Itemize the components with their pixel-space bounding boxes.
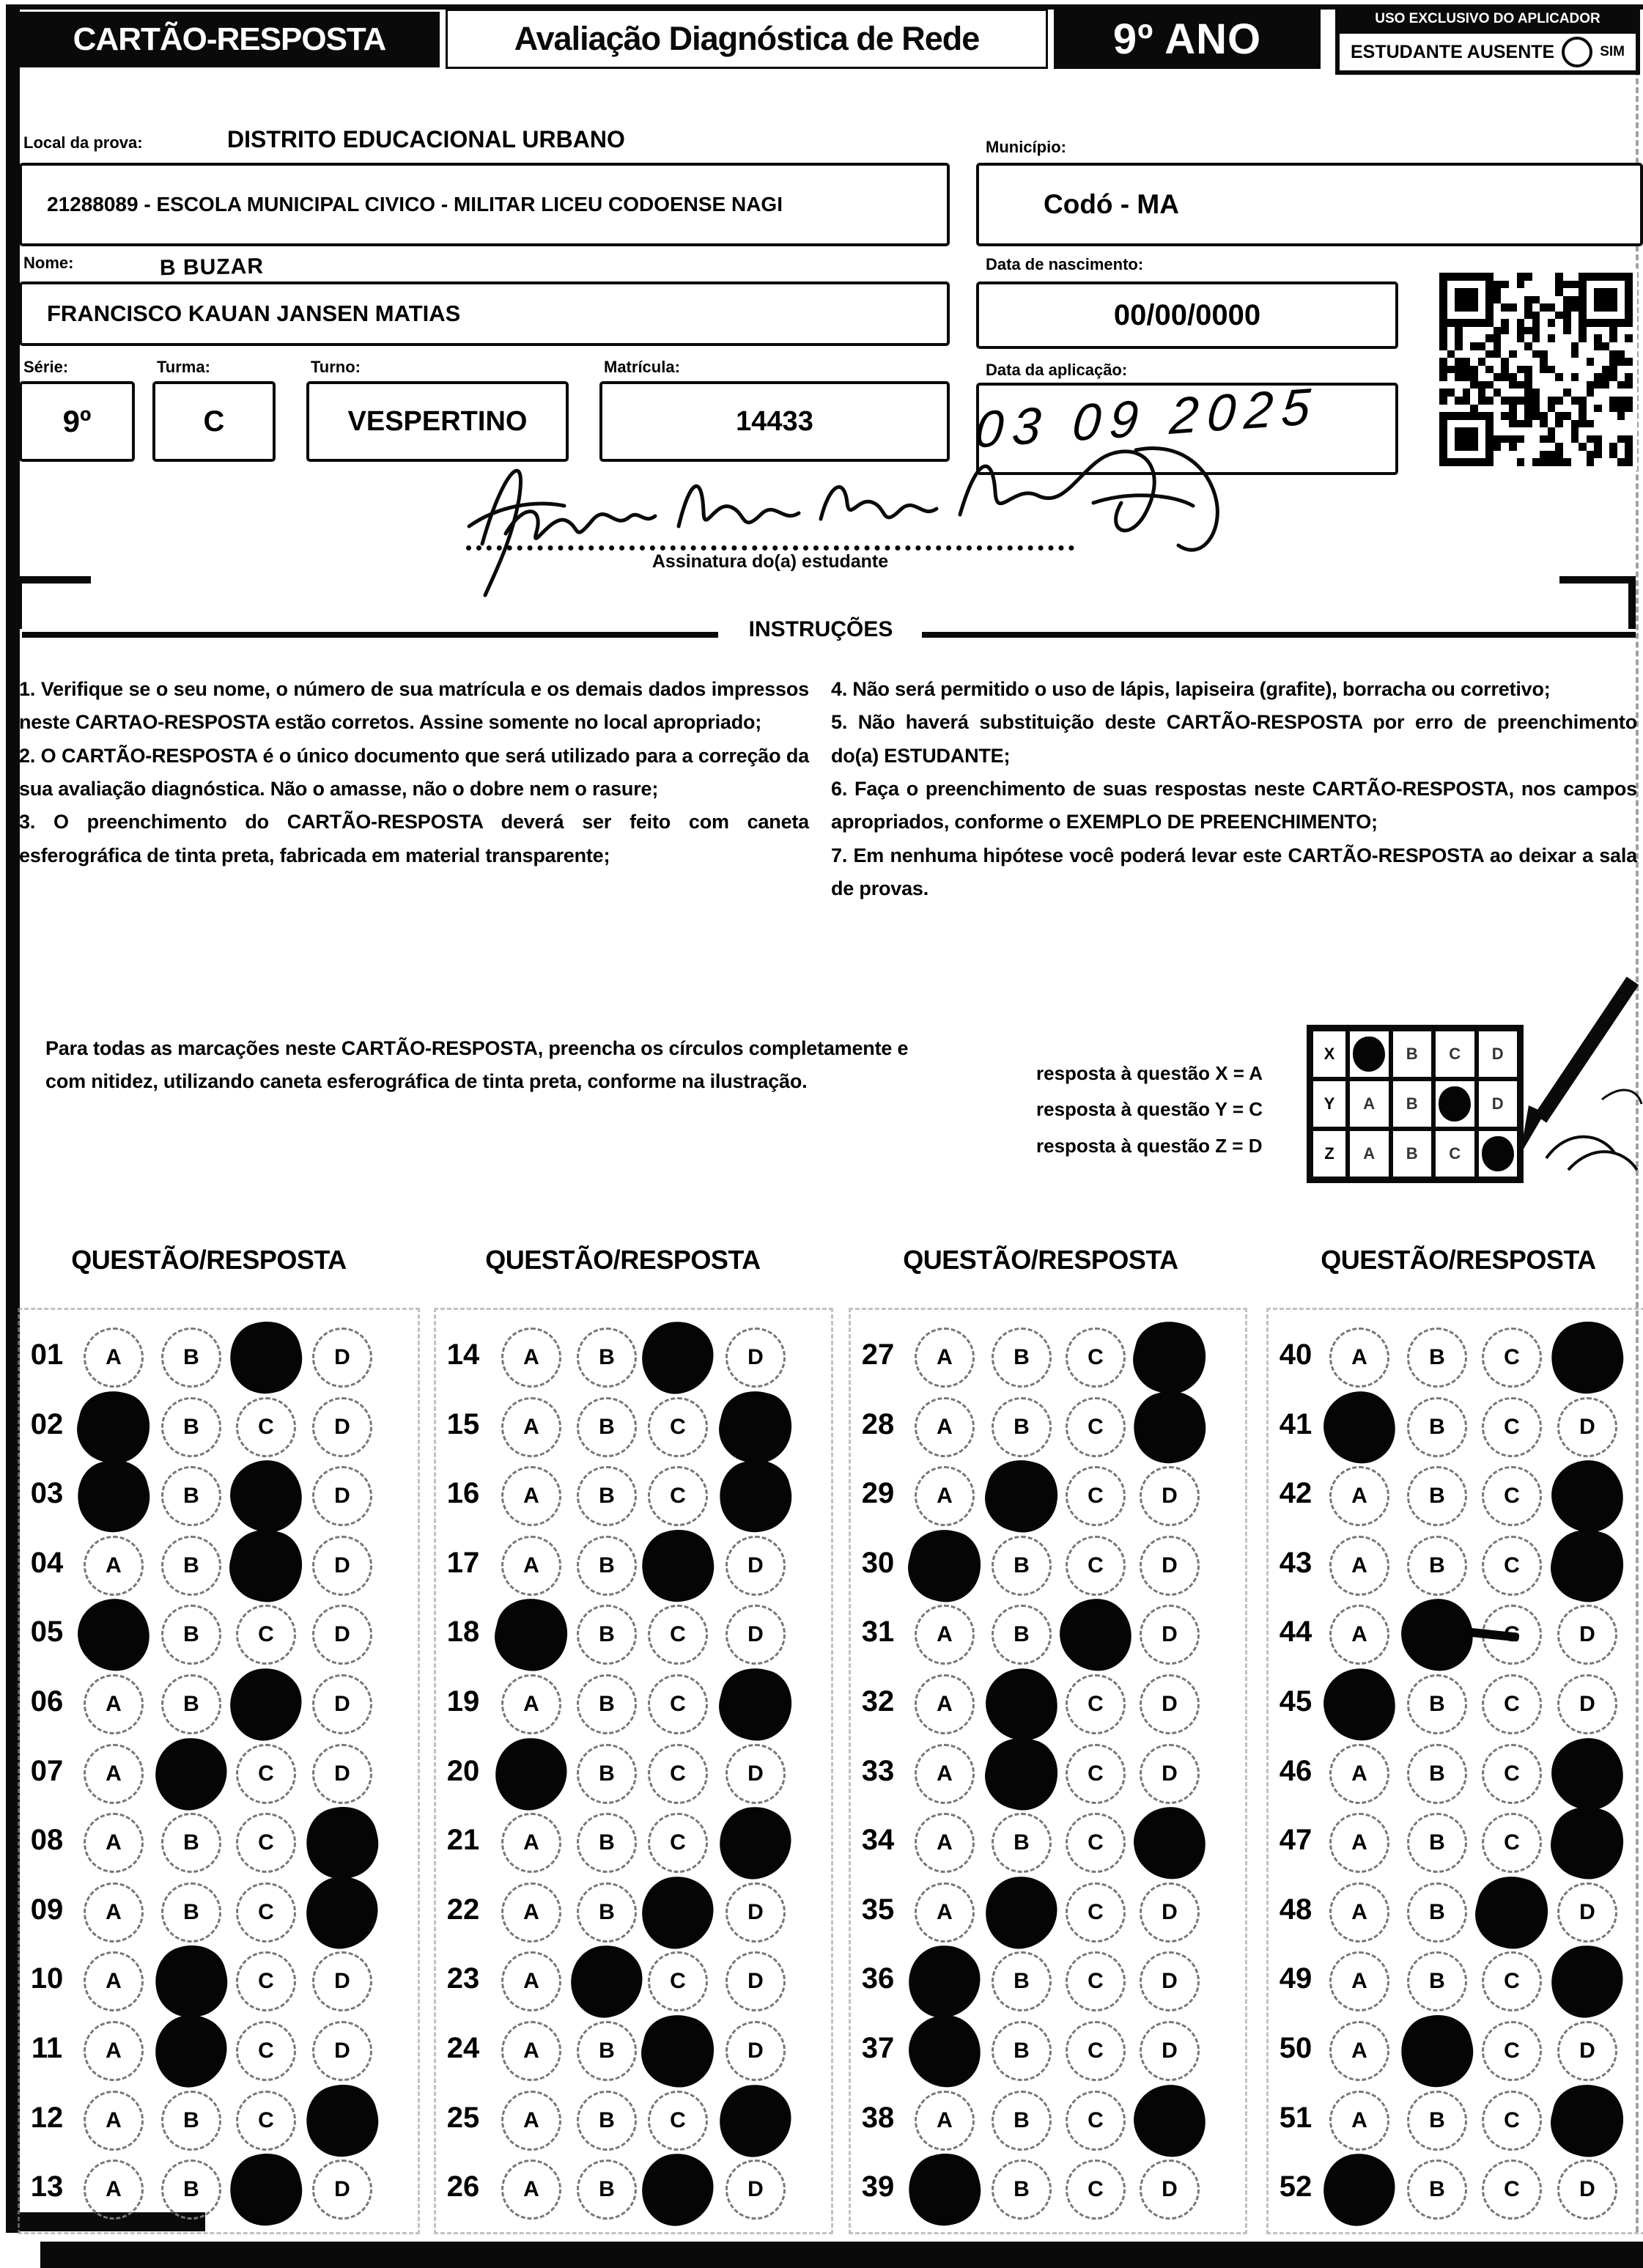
question-number: 50 [1279, 2032, 1312, 2064]
question-number: 07 [30, 1754, 64, 1787]
instruction-item-2: 2. O CARTÃO-RESPOSTA é o único documento que será utilizado para a correção da sua avaliação diagnóstica. Não o amasse, não o dobre nem o rasure; [19, 744, 809, 800]
answer-bubble-q04-D[interactable]: D [312, 1536, 372, 1596]
question-number: 14 [446, 1339, 480, 1371]
local-value: DISTRITO EDUCACIONAL URBANO [227, 126, 625, 152]
instruction-item-3: 3. O preenchimento do CARTÃO-RESPOSTA deverá ser feito com caneta esferográfica de tinta preta, fabricada em material transparente; [19, 811, 809, 866]
nome-handwritten: B BUZAR [159, 254, 265, 281]
answer-bubble-q08-B[interactable]: B [161, 1813, 221, 1873]
answer-bubble-q14-A[interactable]: A [501, 1328, 561, 1388]
answer-bubble-q23-A[interactable]: A [501, 1951, 561, 2011]
answer-bubble-q45-C[interactable]: C [1482, 1674, 1542, 1734]
answer-bubble-q32-C[interactable]: C [1066, 1674, 1126, 1734]
answer-bubble-q35-D[interactable]: D [1140, 1882, 1200, 1943]
answer-bubble-q26-D[interactable]: D [725, 2160, 786, 2220]
answer-bubble-q35-A[interactable]: A [915, 1882, 975, 1943]
answer-bubble-q31-D[interactable]: D [1140, 1605, 1200, 1665]
answer-bubble-q26-B[interactable]: B [577, 2160, 637, 2220]
absent-option-label: SIM [1600, 44, 1625, 59]
example-row-label: X [1311, 1029, 1348, 1079]
answer-bubble-q48-D[interactable]: D [1557, 1882, 1617, 1943]
legend-line-y: resposta à questão Y = C [1036, 1098, 1263, 1121]
answer-bubble-q22-B[interactable]: B [577, 1882, 637, 1943]
answer-bubble-q41-B[interactable]: B [1407, 1397, 1467, 1457]
answer-bubble-q39-C[interactable]: C [1066, 2160, 1126, 2220]
answer-bubble-q31-A[interactable]: A [915, 1605, 975, 1665]
question-number: 28 [861, 1407, 895, 1440]
answer-bubble-q28-C[interactable]: C [1066, 1397, 1126, 1457]
question-number: 24 [446, 2032, 480, 2064]
answer-bubble-q29-C[interactable]: C [1066, 1466, 1126, 1526]
answer-bubble-q51-A[interactable]: A [1329, 2091, 1389, 2151]
question-number: 37 [861, 2032, 895, 2064]
answer-bubble-q09-A[interactable]: A [84, 1882, 144, 1943]
answer-bubble-q10-A[interactable]: A [84, 1951, 144, 2011]
question-number: 11 [31, 2032, 63, 2064]
example-cell-Y-D: D [1477, 1079, 1520, 1129]
answer-bubble-q23-C[interactable]: C [648, 1951, 708, 2011]
answer-bubble-q01-B[interactable]: B [161, 1328, 221, 1388]
legend-line-z: resposta à questão Z = D [1036, 1134, 1263, 1157]
question-number: 35 [861, 1893, 895, 1926]
example-cell-Z-B: B [1391, 1129, 1434, 1179]
card-title: CARTÃO-RESPOSTA [73, 21, 386, 57]
example-paragraph: Para todas as marcações neste CARTÃO-RESPOSTA, preencha os círculos completamente e com nitidez, utilizando caneta esferográfica de tinta preta, conforme na ilustração. [45, 1037, 909, 1093]
applicator-title: USO EXCLUSIVO DO APLICADOR [1375, 11, 1600, 26]
question-number: 06 [30, 1685, 64, 1717]
question-number: 52 [1279, 2171, 1312, 2203]
answer-bubble-q42-C[interactable]: C [1482, 1466, 1542, 1526]
instruction-item-5: 5. Não haverá substituição deste CARTÃO-RESPOSTA por erro de preenchimento do(a) ESTUDANTE; [831, 711, 1637, 767]
answer-bubble-q14-B[interactable]: B [577, 1328, 637, 1388]
example-cell-X-B: B [1391, 1029, 1434, 1079]
answer-bubble-q51-C[interactable]: C [1482, 2091, 1542, 2151]
question-number: 44 [1279, 1616, 1312, 1649]
question-number: 05 [30, 1616, 64, 1649]
answer-bubble-q42-B[interactable]: B [1407, 1466, 1467, 1526]
answer-bubble-q18-C[interactable]: C [648, 1605, 708, 1665]
answer-bubble-q07-C[interactable]: C [236, 1744, 296, 1804]
answer-bubble-q34-A[interactable]: A [915, 1813, 975, 1873]
question-number: 04 [30, 1546, 64, 1579]
answer-bubble-q10-C[interactable]: C [236, 1951, 296, 2011]
answer-column-header: QUESTÃO/RESPOSTA [485, 1245, 761, 1275]
answer-bubble-q49-C[interactable]: C [1482, 1951, 1542, 2011]
turma-value: C [203, 405, 225, 438]
grade-label: 9º ANO [1112, 15, 1262, 63]
answer-bubble-q13-D[interactable]: D [312, 2160, 372, 2220]
answer-bubble-q50-C[interactable]: C [1482, 2021, 1542, 2081]
turma-label: Turma: [157, 358, 210, 376]
question-number: 17 [446, 1546, 480, 1579]
answer-bubble-q50-A[interactable]: A [1329, 2021, 1389, 2081]
answer-bubble-q41-D[interactable]: D [1557, 1397, 1617, 1457]
answer-bubble-q46-C[interactable]: C [1482, 1744, 1542, 1804]
answer-bubble-q48-A[interactable]: A [1329, 1882, 1389, 1943]
answer-bubble-q47-C[interactable]: C [1482, 1813, 1542, 1873]
question-number: 41 [1279, 1407, 1312, 1440]
answer-bubble-q05-C[interactable]: C [236, 1605, 296, 1665]
question-number: 40 [1279, 1339, 1312, 1371]
answer-bubble-q23-D[interactable]: D [725, 1951, 786, 2011]
answer-bubble-q28-A[interactable]: A [915, 1397, 975, 1457]
answer-bubble-q22-A[interactable]: A [501, 1882, 561, 1943]
question-number: 22 [446, 1893, 480, 1926]
answer-bubble-q52-C[interactable]: C [1482, 2160, 1542, 2220]
answer-bubble-q12-A[interactable]: A [84, 2091, 144, 2151]
answer-bubble-q08-C[interactable]: C [236, 1813, 296, 1873]
question-number: 03 [30, 1477, 64, 1510]
answer-bubble-q46-B[interactable]: B [1407, 1744, 1467, 1804]
answer-bubble-q04-A[interactable]: A [84, 1536, 144, 1596]
aplicacao-label: Data da aplicação: [986, 361, 1128, 379]
nome-value: FRANCISCO KAUAN JANSEN MATIAS [47, 301, 461, 326]
answer-bubble-q19-B[interactable]: B [577, 1674, 637, 1734]
answer-bubble-q43-C[interactable]: C [1482, 1536, 1542, 1596]
answer-bubble-q30-C[interactable]: C [1066, 1536, 1126, 1596]
answer-bubble-q37-C[interactable]: C [1066, 2021, 1126, 2081]
example-cell-Z-C: C [1433, 1129, 1477, 1179]
answer-bubble-q06-B[interactable]: B [161, 1674, 221, 1734]
answer-bubble-q28-B[interactable]: B [992, 1397, 1052, 1457]
municipio-label: Município: [986, 138, 1066, 156]
answer-bubble-q24-B[interactable]: B [577, 2021, 637, 2081]
municipio-value: Codó - MA [1044, 189, 1179, 219]
question-number: 51 [1279, 2101, 1312, 2134]
answer-bubble-q29-D[interactable]: D [1140, 1466, 1200, 1526]
answer-bubble-q26-A[interactable]: A [501, 2160, 561, 2220]
question-number: 33 [861, 1754, 895, 1787]
answer-bubble-q18-B[interactable]: B [577, 1605, 637, 1665]
answer-bubble-q35-C[interactable]: C [1066, 1882, 1126, 1943]
answer-bubble-q11-C[interactable]: C [236, 2021, 296, 2081]
example-cell-X-D: D [1477, 1029, 1520, 1079]
answer-bubble-q32-D[interactable]: D [1140, 1674, 1200, 1734]
answer-bubble-q36-B[interactable]: B [992, 1951, 1052, 2011]
answer-bubble-q31-B[interactable]: B [992, 1605, 1052, 1665]
answer-bubble-q39-B[interactable]: B [992, 2160, 1052, 2220]
answer-bubble-q20-C[interactable]: C [648, 1744, 708, 1804]
question-number: 19 [446, 1685, 480, 1717]
question-number: 23 [446, 1962, 480, 1995]
answer-bubble-q01-D[interactable]: D [312, 1328, 372, 1388]
question-number: 08 [30, 1824, 64, 1857]
answer-bubble-q24-A[interactable]: A [501, 2021, 561, 2081]
question-number: 39 [861, 2171, 895, 2203]
serie-value: 9º [62, 404, 92, 438]
answer-bubble-q37-B[interactable]: B [992, 2021, 1052, 2081]
question-number: 32 [861, 1685, 895, 1717]
answer-bubble-q30-B[interactable]: B [992, 1536, 1052, 1596]
exam-title: Avaliação Diagnóstica de Rede [514, 20, 980, 57]
answer-bubble-q21-A[interactable]: A [501, 1813, 561, 1873]
answer-bubble-q05-B[interactable]: B [161, 1605, 221, 1665]
answer-bubble-q51-B[interactable]: B [1407, 2091, 1467, 2151]
answer-bubble-q45-B[interactable]: B [1407, 1674, 1467, 1734]
answer-bubble-q18-D[interactable]: D [725, 1605, 786, 1665]
answer-bubble-q02-D[interactable]: D [312, 1397, 372, 1457]
answer-bubble-q19-A[interactable]: A [501, 1674, 561, 1734]
answer-bubble-q17-D[interactable]: D [725, 1536, 786, 1596]
instruction-item-6: 6. Faça o preenchimento de suas respostas neste CARTÃO-RESPOSTA, nos campos apropriados, conforme o EXEMPLO DE PREENCHIMENTO; [831, 778, 1637, 833]
answer-bubble-q03-D[interactable]: D [312, 1466, 372, 1526]
answer-bubble-q46-A[interactable]: A [1329, 1744, 1389, 1804]
answer-bubble-q27-C[interactable]: C [1066, 1328, 1126, 1388]
question-number: 30 [861, 1546, 895, 1579]
answer-bubble-q02-B[interactable]: B [161, 1397, 221, 1457]
answer-bubble-q11-A[interactable]: A [84, 2021, 144, 2081]
question-number: 10 [30, 1962, 64, 1995]
signature-caption: Assinatura do(a) estudante [651, 551, 889, 572]
question-number: 42 [1279, 1477, 1312, 1510]
question-number: 34 [861, 1824, 895, 1857]
answer-bubble-q17-A[interactable]: A [501, 1536, 561, 1596]
question-number: 46 [1279, 1754, 1312, 1787]
answer-bubble-q03-B[interactable]: B [161, 1466, 221, 1526]
absent-label: ESTUDANTE AUSENTE [1350, 41, 1555, 62]
instruction-item-1: 1. Verifique se o seu nome, o número de sua matrícula e os demais dados impressos neste CARTAO-RESPOSTA estão corretos. Assine somente no local apropriado; [19, 678, 809, 734]
example-cell-Y-A: A [1348, 1079, 1391, 1129]
answer-bubble-q40-C[interactable]: C [1482, 1328, 1542, 1388]
answer-bubble-q20-D[interactable]: D [725, 1744, 786, 1804]
answer-bubble-q34-B[interactable]: B [992, 1813, 1052, 1873]
answer-bubble-q34-C[interactable]: C [1066, 1813, 1126, 1873]
legend-line-x: resposta à questão X = A [1036, 1062, 1263, 1084]
answer-bubble-q21-B[interactable]: B [577, 1813, 637, 1873]
answer-bubble-q25-A[interactable]: A [501, 2091, 561, 2151]
answer-bubble-q20-B[interactable]: B [577, 1744, 637, 1804]
answer-column-header: QUESTÃO/RESPOSTA [903, 1245, 1178, 1275]
answer-column-header: QUESTÃO/RESPOSTA [1321, 1245, 1596, 1275]
answer-bubble-q09-B[interactable]: B [161, 1882, 221, 1943]
answer-bubble-q38-C[interactable]: C [1066, 2091, 1126, 2151]
answer-bubble-q32-A[interactable]: A [915, 1674, 975, 1734]
question-number: 16 [446, 1477, 480, 1510]
instruction-item-7: 7. Em nenhuma hipótese você poderá levar este CARTÃO-RESPOSTA ao deixar a sala de provas. [831, 844, 1637, 900]
answer-bubble-q16-B[interactable]: B [577, 1466, 637, 1526]
answer-bubble-q38-A[interactable]: A [915, 2091, 975, 2151]
answer-bubble-q47-B[interactable]: B [1407, 1813, 1467, 1873]
answer-bubble-q36-D[interactable]: D [1140, 1951, 1200, 2011]
answer-bubble-q13-A[interactable]: A [84, 2160, 144, 2220]
answer-bubble-q33-C[interactable]: C [1066, 1744, 1126, 1804]
answer-bubble-q14-D[interactable]: D [725, 1328, 786, 1388]
question-number: 26 [446, 2171, 480, 2203]
matricula-label: Matrícula: [604, 358, 680, 376]
answer-bubble-q21-C[interactable]: C [648, 1813, 708, 1873]
answer-bubble-q16-C[interactable]: C [648, 1466, 708, 1526]
answer-bubble-q07-D[interactable]: D [312, 1744, 372, 1804]
nascimento-label: Data de nascimento: [986, 255, 1144, 273]
answer-bubble-q22-D[interactable]: D [725, 1882, 786, 1943]
answer-bubble-q49-A[interactable]: A [1329, 1951, 1389, 2011]
answer-bubble-q15-A[interactable]: A [501, 1397, 561, 1457]
answer-bubble-q49-B[interactable]: B [1407, 1951, 1467, 2011]
answer-bubble-q16-A[interactable]: A [501, 1466, 561, 1526]
answer-bubble-q44-D[interactable]: D [1557, 1605, 1617, 1665]
answer-bubble-q40-A[interactable]: A [1329, 1328, 1389, 1388]
turno-label: Turno: [311, 358, 361, 376]
answer-bubble-q44-A[interactable]: A [1329, 1605, 1389, 1665]
question-number: 29 [861, 1477, 895, 1510]
answer-bubble-q47-A[interactable]: A [1329, 1813, 1389, 1873]
question-number: 01 [30, 1339, 64, 1371]
answer-bubble-q04-B[interactable]: B [161, 1536, 221, 1596]
answer-bubble-q08-A[interactable]: A [84, 1813, 144, 1873]
answer-bubble-q01-A[interactable]: A [84, 1328, 144, 1388]
question-number: 18 [446, 1616, 480, 1649]
instructions-title: INSTRUÇÕES [748, 617, 893, 641]
answer-bubble-q13-B[interactable]: B [161, 2160, 221, 2220]
answer-bubble-q02-C[interactable]: C [236, 1397, 296, 1457]
question-number: 38 [861, 2101, 895, 2134]
question-number: 09 [30, 1893, 64, 1926]
turno-value: VESPERTINO [347, 405, 528, 437]
local-label: Local da prova: [23, 133, 143, 152]
answer-bubble-q05-D[interactable]: D [312, 1605, 372, 1665]
answer-bubble-q52-B[interactable]: B [1407, 2160, 1467, 2220]
answer-bubble-q29-A[interactable]: A [915, 1466, 975, 1526]
answer-bubble-q12-B[interactable]: B [161, 2091, 221, 2151]
serie-label: Série: [23, 358, 69, 376]
answer-bubble-q06-D[interactable]: D [312, 1674, 372, 1734]
example-cell-Y-B: B [1391, 1079, 1434, 1129]
question-number: 20 [446, 1754, 480, 1787]
instruction-item-4: 4. Não será permitido o uso de lápis, lapiseira (grafite), borracha ou corretivo; [831, 678, 1551, 700]
answer-bubble-q27-B[interactable]: B [992, 1328, 1052, 1388]
answer-bubble-q19-C[interactable]: C [648, 1674, 708, 1734]
answer-bubble-q27-A[interactable]: A [915, 1328, 975, 1388]
question-number: 13 [30, 2171, 64, 2203]
example-row-label: Z [1311, 1129, 1348, 1179]
answer-bubble-q50-D[interactable]: D [1557, 2021, 1617, 2081]
question-number: 45 [1279, 1685, 1312, 1717]
answer-bubble-q33-A[interactable]: A [915, 1744, 975, 1804]
answer-bubble-q11-D[interactable]: D [312, 2021, 372, 2081]
answer-bubble-q40-B[interactable]: B [1407, 1328, 1467, 1388]
nascimento-value: 00/00/0000 [1113, 298, 1261, 331]
answer-bubble-q12-C[interactable]: C [236, 2091, 296, 2151]
question-number: 48 [1279, 1893, 1312, 1926]
answer-bubble-q07-A[interactable]: A [84, 1744, 144, 1804]
nome-label: Nome: [23, 254, 74, 272]
answer-bubble-q41-C[interactable]: C [1482, 1397, 1542, 1457]
answer-bubble-q30-D[interactable]: D [1140, 1536, 1200, 1596]
example-cell-Z-A: A [1348, 1129, 1391, 1179]
answer-bubble-q42-A[interactable]: A [1329, 1466, 1389, 1526]
question-number: 31 [861, 1616, 895, 1649]
answer-bubble-q24-D[interactable]: D [725, 2021, 786, 2081]
answer-bubble-q38-B[interactable]: B [992, 2091, 1052, 2151]
question-number: 15 [446, 1407, 480, 1440]
answer-bubble-q45-D[interactable]: D [1557, 1674, 1617, 1734]
answer-bubble-q37-D[interactable]: D [1140, 2021, 1200, 2081]
answer-bubble-q25-C[interactable]: C [648, 2091, 708, 2151]
answer-bubble-q43-B[interactable]: B [1407, 1536, 1467, 1596]
answer-bubble-q09-C[interactable]: C [236, 1882, 296, 1943]
question-number: 49 [1279, 1962, 1312, 1995]
answer-bubble-q36-C[interactable]: C [1066, 1951, 1126, 2011]
answer-bubble-q15-C[interactable]: C [648, 1397, 708, 1457]
answer-bubble-q15-B[interactable]: B [577, 1397, 637, 1457]
example-row-label: Y [1311, 1079, 1348, 1129]
question-number: 12 [30, 2101, 64, 2134]
answer-bubble-q06-A[interactable]: A [84, 1674, 144, 1734]
answer-bubble-q17-B[interactable]: B [577, 1536, 637, 1596]
question-number: 47 [1279, 1824, 1312, 1857]
question-number: 25 [446, 2101, 480, 2134]
aplicacao-handwritten: 03 09 2025 [972, 377, 1321, 459]
answer-bubble-q48-B[interactable]: B [1407, 1882, 1467, 1943]
example-cell-X-C: C [1433, 1029, 1477, 1079]
school-value: 21288089 - ESCOLA MUNICIPAL CIVICO - MILITAR LICEU CODOENSE NAGI [47, 193, 783, 216]
question-number: 21 [446, 1824, 480, 1857]
question-number: 43 [1279, 1546, 1312, 1579]
answer-bubble-q25-B[interactable]: B [577, 2091, 637, 2151]
question-number: 36 [861, 1962, 895, 1995]
answer-bubble-q43-A[interactable]: A [1329, 1536, 1389, 1596]
question-number: 27 [861, 1339, 895, 1371]
answer-bubble-q39-D[interactable]: D [1140, 2160, 1200, 2220]
matricula-value: 14433 [736, 405, 813, 437]
answer-column-header: QUESTÃO/RESPOSTA [71, 1245, 347, 1275]
answer-bubble-q33-D[interactable]: D [1140, 1744, 1200, 1804]
question-number: 02 [30, 1407, 64, 1440]
answer-bubble-q52-D[interactable]: D [1557, 2160, 1617, 2220]
answer-bubble-q10-D[interactable]: D [312, 1951, 372, 2011]
